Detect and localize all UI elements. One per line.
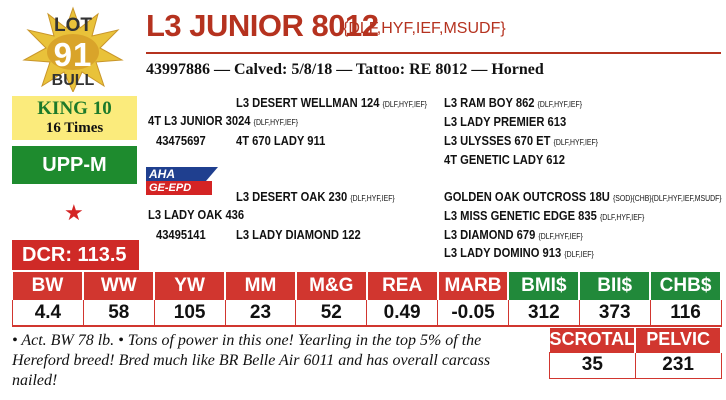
- king-title: KING 10: [37, 98, 112, 119]
- dcr-badge: DCR: 113.5: [12, 240, 139, 270]
- pelvic-header: PELVIC: [635, 328, 721, 352]
- epd-value-mm: 23: [225, 300, 296, 326]
- pedigree-dssd: L3 MISS GENETIC EDGE 835 {DLF,HYF,IEF}: [444, 208, 645, 223]
- animal-tags: {DLF,HYF,IEF,MSUDF}: [343, 20, 506, 37]
- sex-label: BULL: [51, 72, 95, 89]
- animal-name: L3 JUNIOR 8012: [146, 8, 379, 43]
- epd-value-ww: 58: [83, 300, 154, 326]
- pedigree-sire-sire: L3 DESERT WELLMAN 124 {DLF,HYF,IEF}: [236, 95, 427, 110]
- pedigree-dam: L3 LADY OAK 436: [148, 207, 245, 222]
- lot-number: 91: [53, 36, 93, 73]
- scrotal-pelvic-table: [549, 328, 722, 379]
- epd-value-bw: 4.4: [13, 300, 84, 326]
- pedigree-ssss: L3 RAM BOY 862 {DLF,HYF,IEF}: [444, 95, 582, 110]
- pedigree-sire-dam: 4T 670 LADY 911: [236, 133, 326, 148]
- pedigree-sire-reg: 43475697: [156, 133, 206, 148]
- aha-ge-epd-logo: [146, 167, 218, 195]
- epd-header-marb: MARB: [438, 272, 509, 300]
- animal-info: 43997886 — Calved: 5/8/18 — Tattoo: RE 8012 — Horned: [146, 61, 544, 78]
- epd-header-bmi: BMI$: [508, 272, 579, 300]
- aha-logo-bottom: GE-EPD: [146, 181, 212, 195]
- pedigree-sire: 4T L3 JUNIOR 3024 {DLF,HYF,IEF}: [148, 113, 299, 128]
- header-divider: [146, 52, 721, 54]
- epd-value-mg: 52: [296, 300, 367, 326]
- pedigree-dsds: L3 DIAMOND 679 {DLF,HYF,IEF}: [444, 227, 583, 242]
- epd-value-yw: 105: [154, 300, 225, 326]
- pedigree-dsss: GOLDEN OAK OUTCROSS 18U {SOD}{CHB}{DLF,HYF,IEF,MSUDF}: [444, 189, 722, 204]
- epd-value-marb: -0.05: [438, 300, 509, 326]
- aha-logo-top: AHA: [146, 167, 206, 181]
- red-star-icon: ★: [64, 200, 84, 225]
- pelvic-value: 231: [635, 352, 721, 378]
- pedigree-sssd: L3 LADY PREMIER 613: [444, 114, 567, 129]
- upp-badge: UPP-M: [12, 146, 137, 184]
- epd-header-mg: M&G: [296, 272, 367, 300]
- pedigree-dam-reg: 43495141: [156, 227, 206, 242]
- lot-label: LOT: [54, 15, 92, 36]
- epd-value-bmi: 312: [508, 300, 579, 326]
- pedigree-dam-dam: L3 LADY DIAMOND 122: [236, 227, 361, 242]
- lot-comments: • Act. BW 78 lb. • Tons of power in this one! Yearling in the top 5% of the Hereford breed! Bred much like BR Belle Air 6011 and has overall carcass nailed!: [12, 332, 491, 389]
- epd-header-row: [13, 272, 722, 300]
- lot-badge: [18, 6, 128, 92]
- pedigree-dam-sire: L3 DESERT OAK 230 {DLF,HYF,IEF}: [236, 189, 395, 204]
- epd-value-row: [13, 300, 722, 326]
- epd-header-bii: BII$: [579, 272, 650, 300]
- epd-value-chb: 116: [650, 300, 721, 326]
- pedigree-ssdd: 4T GENETIC LADY 612: [444, 152, 565, 167]
- epd-header-bw: BW: [13, 272, 84, 300]
- epd-value-bii: 373: [579, 300, 650, 326]
- epd-header-yw: YW: [154, 272, 225, 300]
- king-badge: [12, 96, 137, 140]
- epd-value-rea: 0.49: [367, 300, 438, 326]
- pedigree-dsdd: L3 LADY DOMINO 913 {DLF,IEF}: [444, 245, 594, 260]
- epd-header-chb: CHB$: [650, 272, 721, 300]
- epd-header-mm: MM: [225, 272, 296, 300]
- king-times: 16 Times: [45, 120, 104, 136]
- epd-header-ww: WW: [83, 272, 154, 300]
- pedigree-ssds: L3 ULYSSES 670 ET {DLF,HYF,IEF}: [444, 133, 598, 148]
- scrotal-value: 35: [550, 352, 636, 378]
- scrotal-header: SCROTAL: [550, 328, 636, 352]
- epd-header-rea: REA: [367, 272, 438, 300]
- epd-table: [12, 272, 722, 327]
